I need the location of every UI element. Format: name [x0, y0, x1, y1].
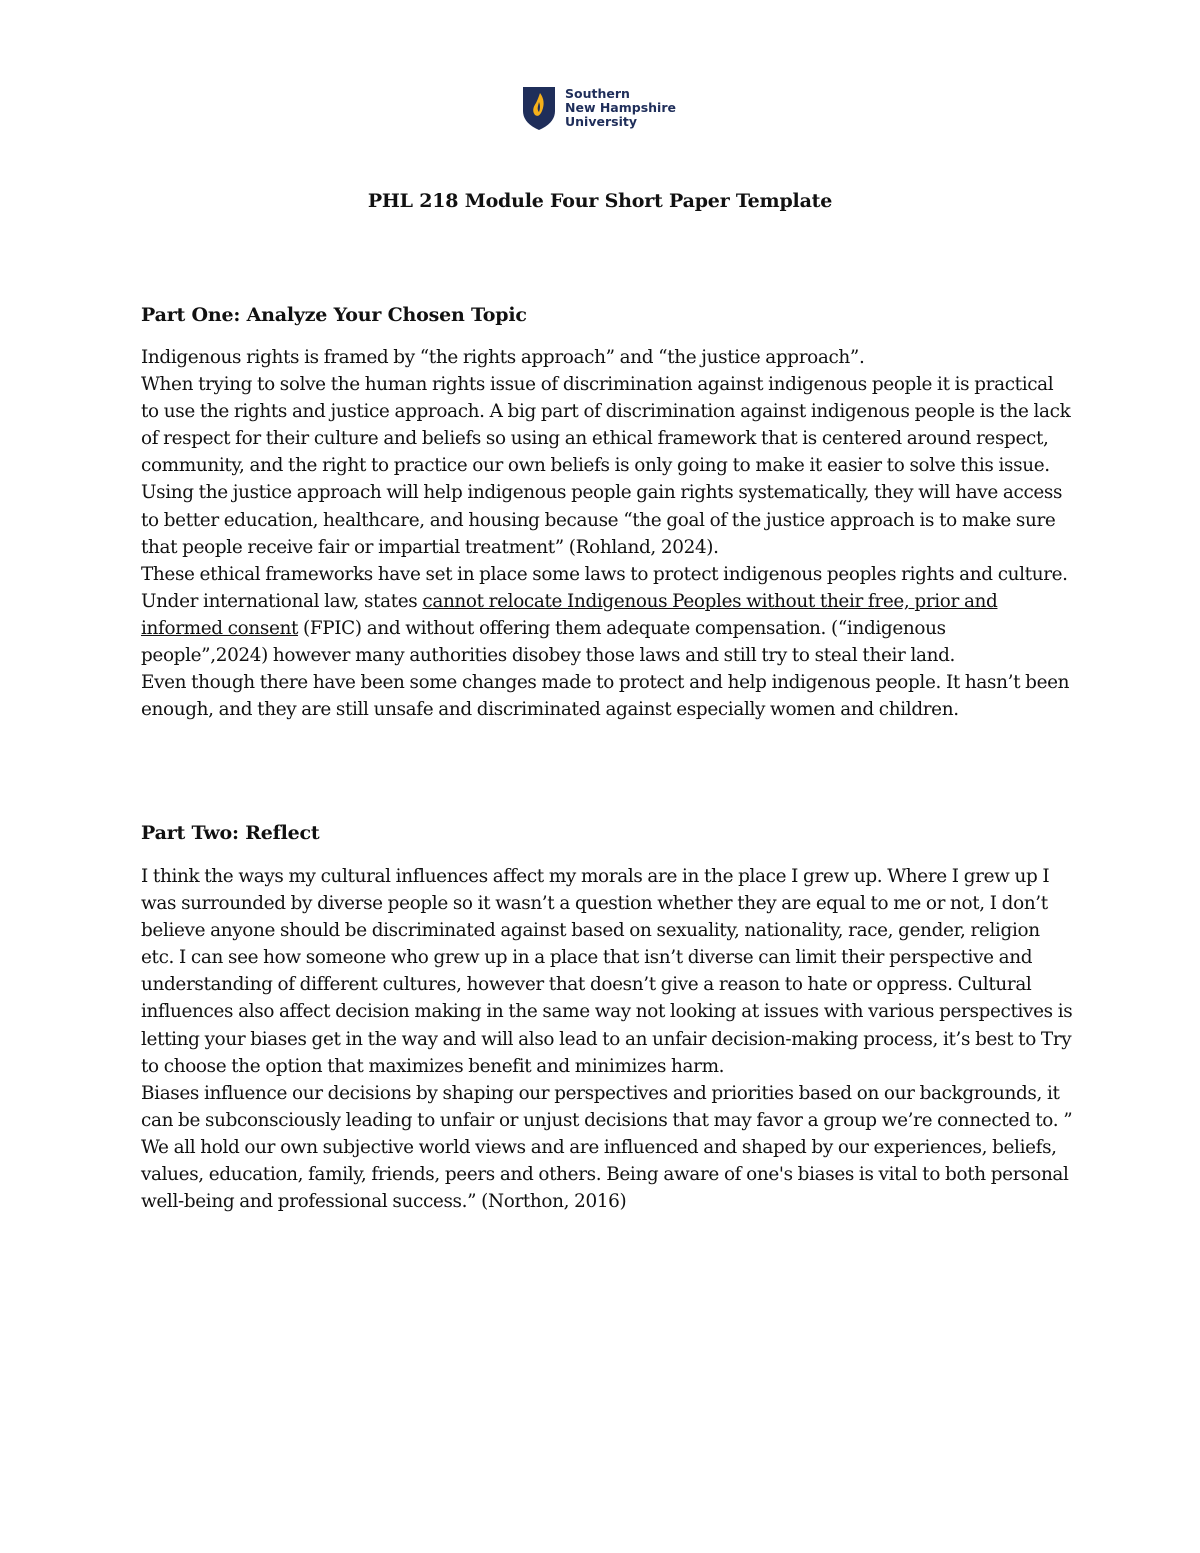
university-logo — [521, 85, 676, 131]
logo-line-3: University — [565, 114, 637, 129]
logo-line-1: Southern — [565, 86, 630, 101]
fpic-link[interactable]: cannot relocate Indigenous Peoples without their free, prior and informed consent — [141, 590, 998, 639]
paragraph-text: (FPIC) and without offering them adequate compensation. (“indigenous people”,2024) however many authorities disobey those laws and still try to steal their land. — [141, 617, 956, 667]
logo-line-2: New Hampshire — [565, 100, 676, 115]
part-two-paragraph-1: I think the ways my cultural influences affect my morals are in the place I grew up. Where I grew up I was surrounded by diverse people so it wasn’t a question whether they are equal to me or not, I don’t believe anyone should be discriminated against based on sexuality, nationality, race, gender, religion etc. I can see how someone who grew up in a place that isn’t diverse can limit their perspective and understanding of different cultures, however that doesn’t give a reason to hate or oppress. Cultural influences also affect decision making in the same way not looking at issues with various perspectives is letting your biases get in the way and will also lead to an unfair decision-making process, it’s best to Try to choose the option that maximizes benefit and minimizes harm. — [141, 866, 1073, 1077]
part-one-paragraph-1: Indigenous rights is framed by “the rights approach” and “the justice approach”. — [141, 347, 865, 368]
part-one-body — [141, 344, 1076, 723]
document-title: PHL 218 Module Four Short Paper Template — [367, 190, 833, 212]
part-one-paragraph-4: Even though there have been some changes made to protect and help indigenous people. It hasn’t been enough, and they are still unsafe and discriminated against especially women and children. — [141, 672, 1070, 721]
logo-wordmark — [565, 87, 676, 129]
part-one-paragraph-3 — [141, 561, 1076, 669]
part-one-heading: Part One: Analyze Your Chosen Topic — [141, 304, 527, 326]
part-two-body — [141, 863, 1076, 1215]
part-two-heading: Part Two: Reflect — [141, 822, 320, 844]
shield-flame-icon — [521, 85, 557, 131]
part-two-paragraph-2: Biases influence our decisions by shaping our perspectives and priorities based on our backgrounds, it can be subconsciously leading to unfair or unjust decisions that may favor a group we’re connected to. ” We all hold our own subjective world views and are influenced and shaped by our experiences, beliefs, values, education, family, friends, peers and others. Being aware of one's biases is vital to both personal well-being and professional success.” (Northon, 2016) — [141, 1082, 1073, 1213]
part-one-paragraph-2: When trying to solve the human rights issue of discrimination against indigenous people it is practical to use the rights and justice approach. A big part of discrimination against indigenous people is the lack of respect for their culture and beliefs so using an ethical framework that is centered around respect, community, and the right to practice our own beliefs is only going to make it easier to solve this issue. Using the justice approach will help indigenous people gain rights systematically, they will have access to better education, healthcare, and housing because “the goal of the justice approach is to make sure that people receive fair or impartial treatment” (Rohland, 2024). — [141, 374, 1071, 558]
paragraph-text: These ethical frameworks have set in place some laws to protect indigenous peoples rights and culture. Under international law, states — [141, 563, 1068, 612]
